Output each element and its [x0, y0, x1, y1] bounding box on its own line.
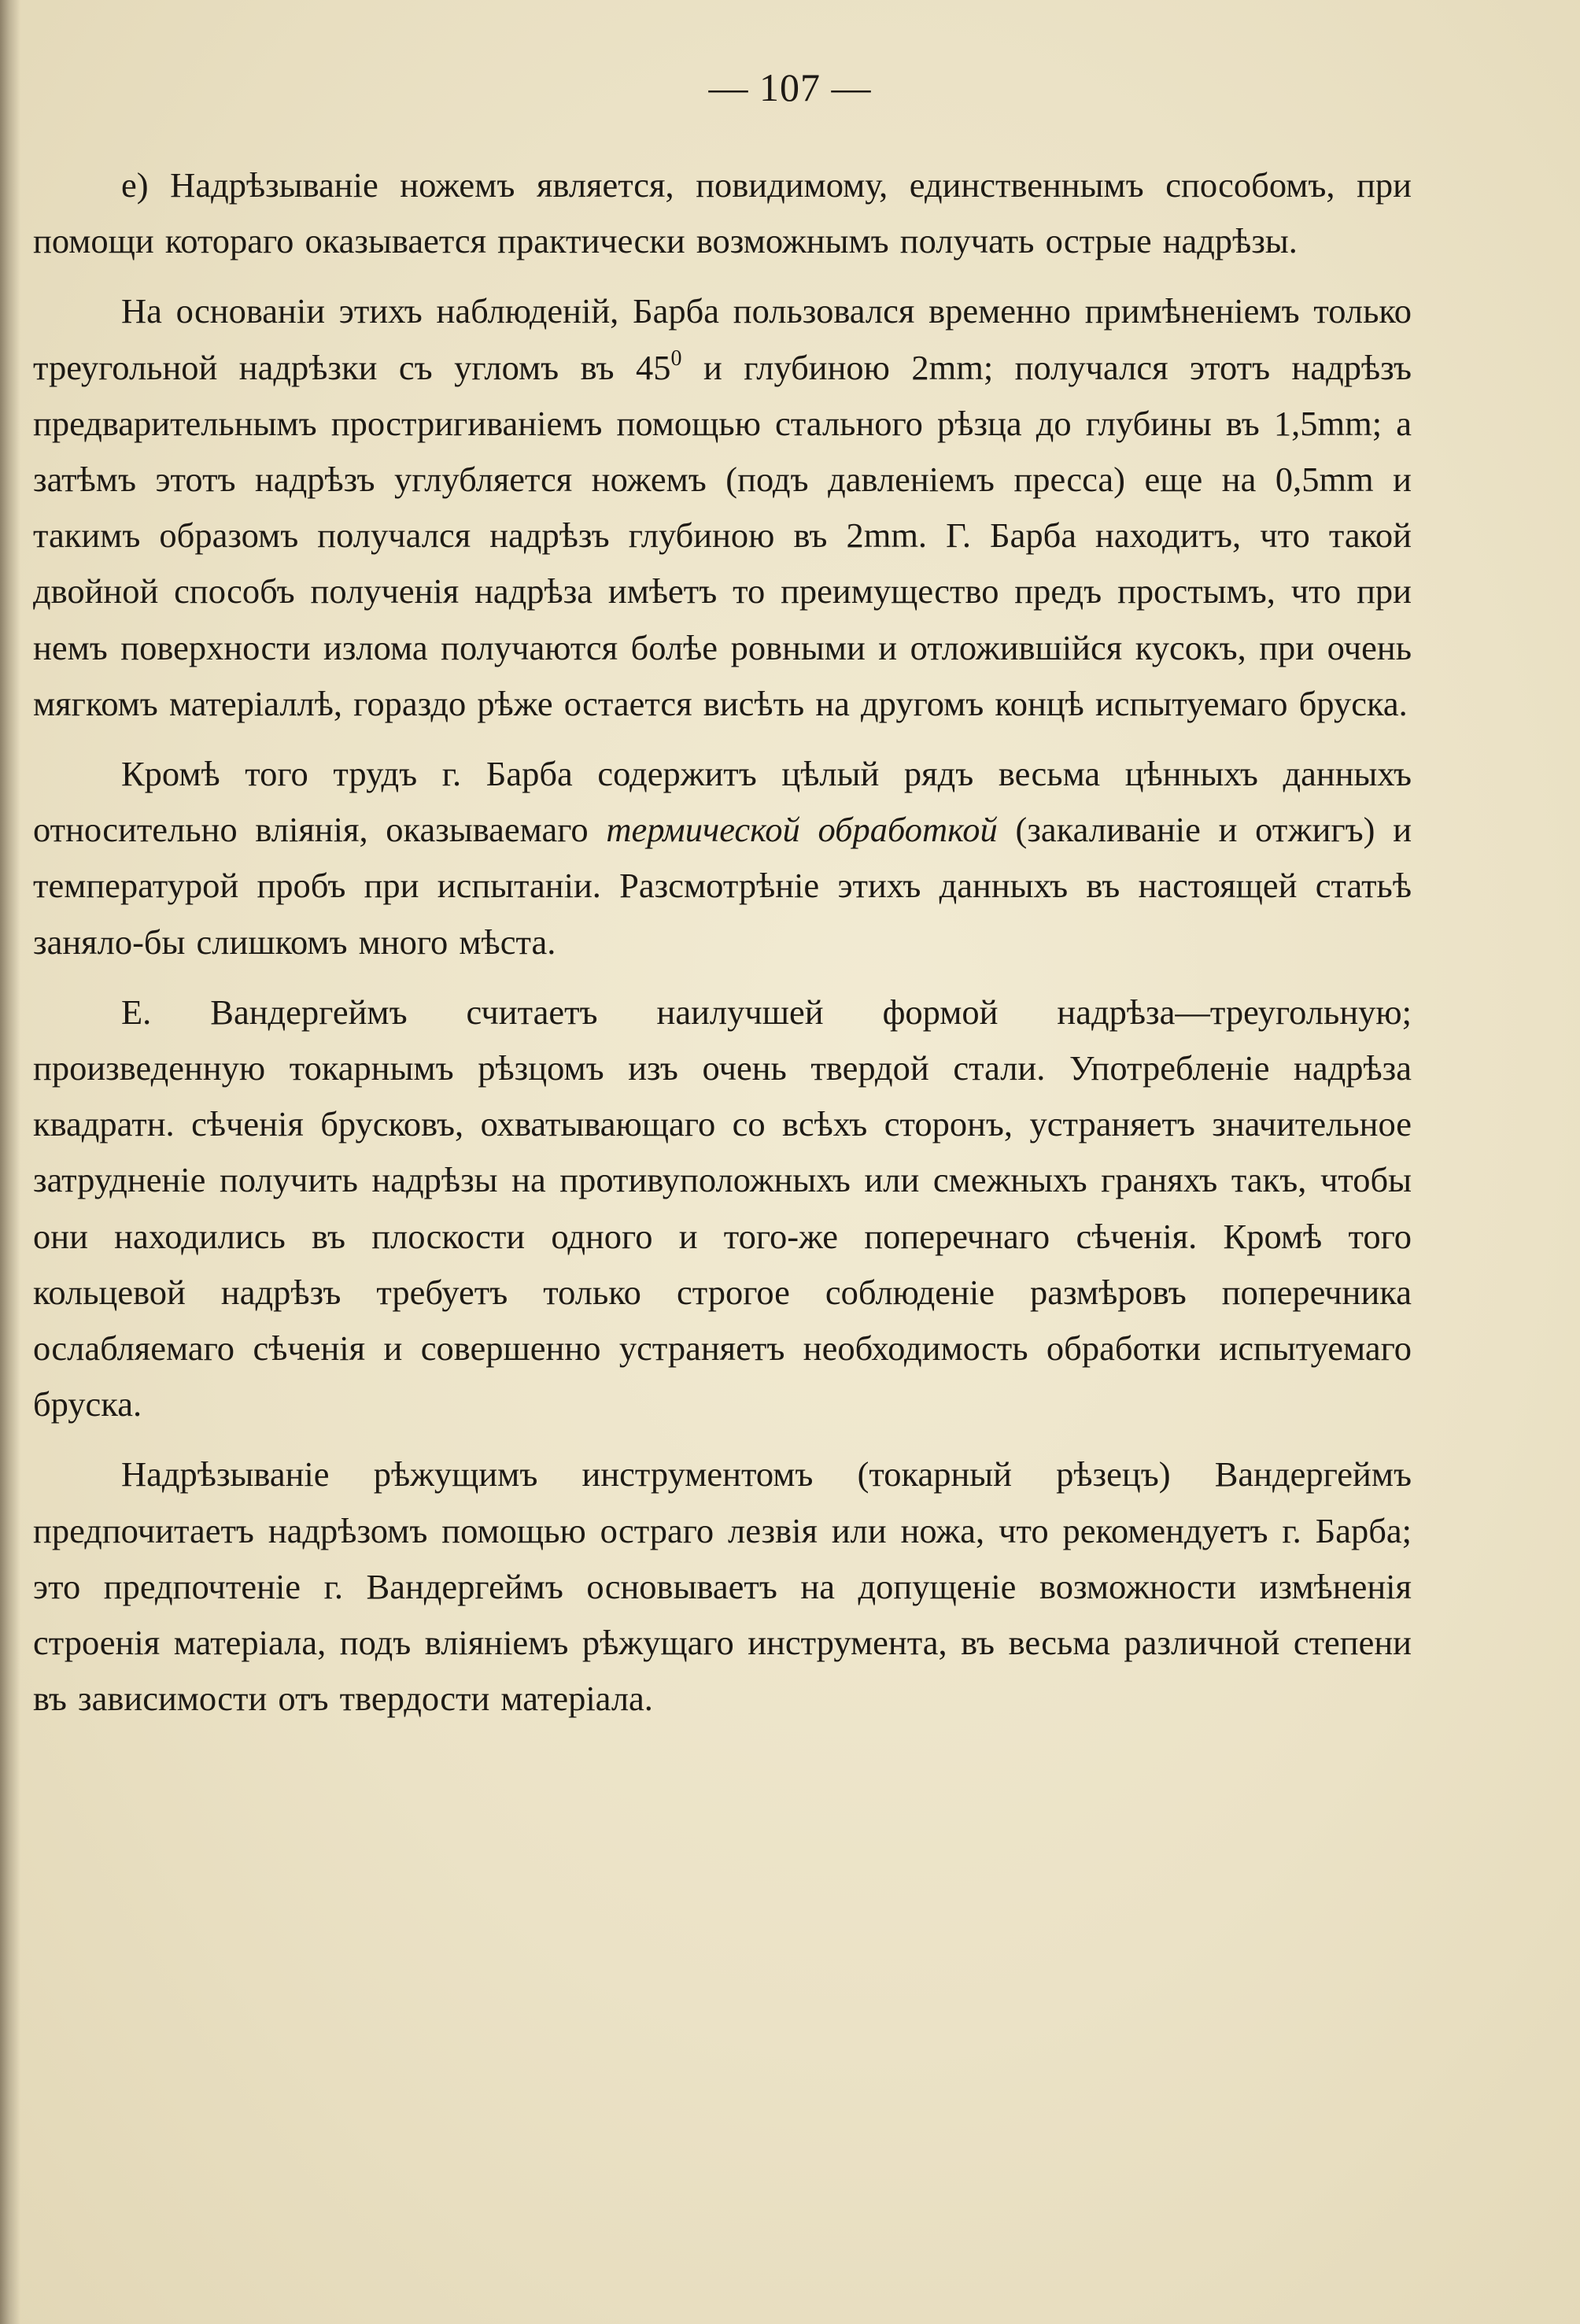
paragraph-text: Кромѣ того трудъ г. Барба содержитъ цѣлый рядъ весьма цѣнныхъ данныхъ относительно вліянія, оказываемаго [33, 754, 1412, 850]
paragraph [33, 283, 1412, 732]
paragraph-text: На основаніи этихъ наблюденій, Барба пользовался временно примѣненіемъ только треугольной надрѣзки съ угломъ въ 45 [33, 291, 1412, 387]
paragraph [33, 746, 1412, 970]
paragraph-text: (закаливаніе и отжигъ) и температурой пробъ при испытаніи. Разсмотрѣніе этихъ данныхъ въ настоящей статьѣ заняло-бы слишкомъ много мѣста. [33, 810, 1412, 962]
page-number: — 107 — [708, 65, 872, 109]
paragraph-text: Е. Вандергеймъ считаетъ наилучшей формой надрѣза—треугольную; произведенную токарнымъ рѣзцомъ изъ очень твердой стали. Употребленіе надрѣза квадратн. сѣченія брусковъ, охватывающаго со всѣхъ сторонъ, устраняетъ значительное затрудненіе получить надрѣзы на противуположныхъ или смежныхъ граняхъ такъ, чтобы они находились въ плоскости одного и того-же поперечнаго сѣченія. Кромѣ того кольцевой надрѣзъ требуетъ только строгое соблюденіе размѣровъ поперечника ослабляемаго сѣченія и совершенно устраняетъ необходимость обработки испытуемаго бруска. [33, 992, 1412, 1424]
degree-superscript: 0 [670, 345, 682, 371]
binding-shadow [0, 0, 20, 2324]
paragraph [33, 1446, 1412, 1727]
paragraph-text: Надрѣзываніе рѣжущимъ инструментомъ (токарный рѣзецъ) Вандергеймъ предпочитаетъ надрѣзомъ помощью остраго лезвія или ножа, что рекомендуетъ г. Барба; это предпочтеніе г. Вандергеймъ основываетъ на допущеніе возможности измѣненія строенія матеріала, подъ вліяніемъ рѣжущаго инструмента, въ весьма различной степени въ зависимости отъ твердости матеріала. [33, 1454, 1412, 1719]
body-text [33, 157, 1412, 1727]
paragraph-text: и глубиною 2mm; получался этотъ надрѣзъ предварительнымъ простригиваніемъ помощью стального рѣзца до глубины въ 1,5mm; а затѣмъ этотъ надрѣзъ углубляется ножемъ (подъ давленіемъ пресса) еще на 0,5mm и такимъ образомъ получался надрѣзъ глубиною въ 2mm. Г. Барба находитъ, что такой двойной способъ полученія надрѣза имѣетъ то преимущество предъ простымъ, что при немъ поверхности излома получаются болѣе ровными и отложившійся кусокъ, при очень мягкомъ матеріаллѣ, гораздо рѣже остается висѣть на другомъ концѣ испытуемаго бруска. [33, 347, 1412, 723]
paragraph [33, 985, 1412, 1433]
italic-term: термической обработкой [606, 810, 998, 850]
paragraph [33, 157, 1412, 269]
paragraph-text: е) Надрѣзываніе ножемъ является, повидимому, единственнымъ способомъ, при помощи котораго оказывается практически возможнымъ получать острые надрѣзы. [33, 165, 1412, 261]
